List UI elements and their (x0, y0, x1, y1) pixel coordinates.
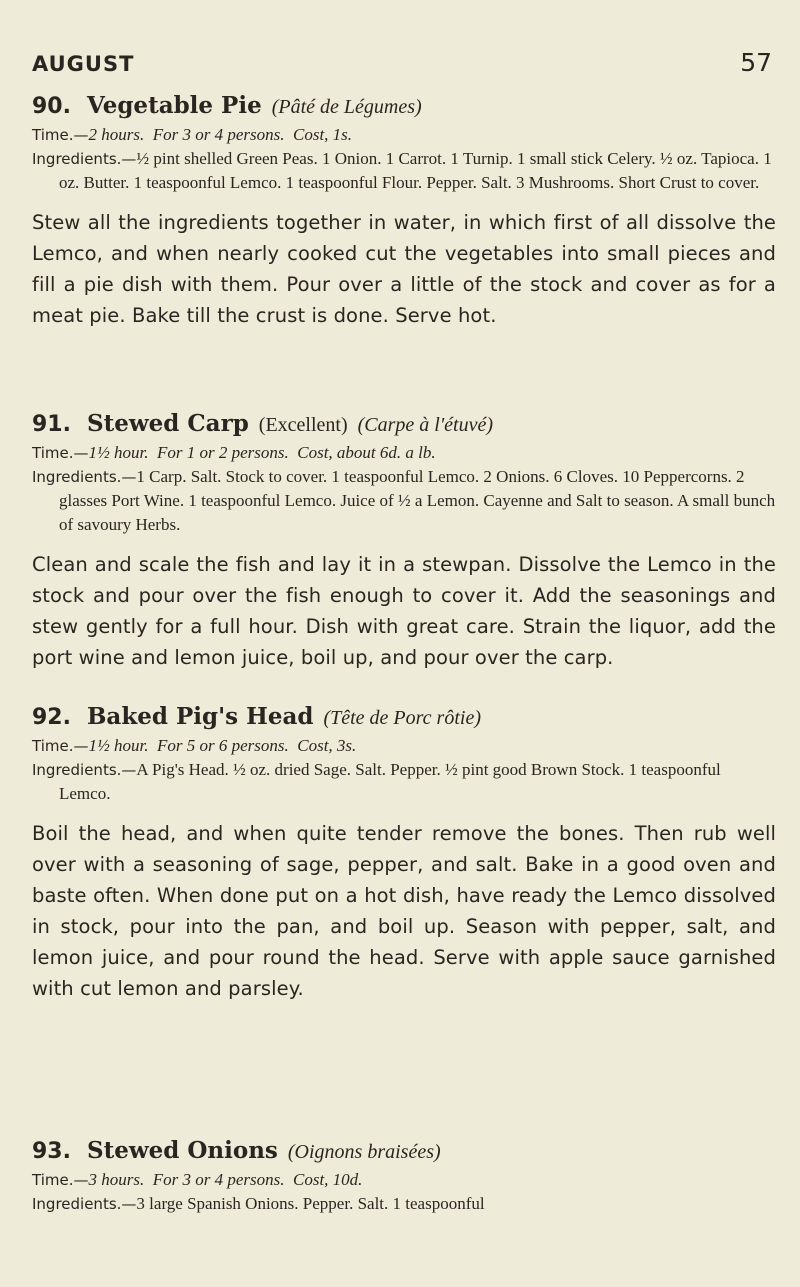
recipe-heading (32, 92, 776, 119)
recipe-ingredients (32, 147, 776, 195)
recipe-time-line (32, 1168, 776, 1192)
serves-value: For 1 or 2 persons. (156, 443, 289, 462)
cost-value: 10d. (332, 1170, 363, 1189)
cost-value: 3s. (336, 736, 357, 755)
ingredients-text: ½ pint shelled Green Peas. 1 Onion. 1 Carrot. 1 Turnip. 1 small stick Celery. ½ oz. Tapioca. 1 oz. Butter. 1 teaspoonful Lemco. 1 teaspoonful Flour. Pepper. Salt. 3 Mushrooms. Short Crust to cover. (59, 149, 772, 192)
time-label: Time.— (32, 444, 89, 462)
recipe-french-title: (Tête de Porc rôtie) (323, 707, 481, 729)
recipe-title: Baked Pig's Head (86, 703, 314, 730)
recipe-ingredients (32, 758, 776, 806)
recipe-time-line (32, 123, 776, 147)
time-value: 1½ hour. (88, 443, 149, 462)
time-value: 2 hours. (88, 125, 145, 144)
ingredients-text: 1 Carp. Salt. Stock to cover. 1 teaspoonful Lemco. 2 Onions. 6 Cloves. 10 Peppercorns. 2 glasses Port Wine. 1 teaspoonful Lemco. Juice of ½ a Lemon. Cayenne and Salt to season. A small bunch of savoury Herbs. (59, 467, 776, 534)
recipe-title: Vegetable Pie (86, 92, 262, 119)
ingredients-label: Ingredients.— (32, 468, 137, 486)
cost-label: Cost, (292, 125, 329, 144)
recipe-number: 90. (32, 94, 71, 119)
ingredients-label: Ingredients.— (32, 1195, 137, 1213)
recipe-title: Stewed Onions (86, 1137, 278, 1164)
time-value: 3 hours. (88, 1170, 145, 1189)
ingredients-label: Ingredients.— (32, 761, 137, 779)
page-number: 57 (740, 48, 772, 77)
time-label: Time.— (32, 126, 89, 144)
recipe-93 (32, 1137, 776, 1216)
cost-value: 1s. (332, 125, 353, 144)
recipe-number: 93. (32, 1139, 71, 1164)
recipe-french-title: (Oignons braisées) (287, 1141, 441, 1163)
serves-value: For 3 or 4 persons. (152, 1170, 285, 1189)
time-label: Time.— (32, 737, 89, 755)
ingredients-text: 3 large Spanish Onions. Pepper. Salt. 1 teaspoonful (136, 1194, 485, 1213)
recipe-french-title: (Pâté de Légumes) (271, 96, 422, 118)
running-head (32, 48, 772, 77)
recipe-time-line (32, 734, 776, 758)
recipe-note: (Excellent) (258, 414, 348, 436)
recipe-ingredients (32, 1192, 776, 1216)
serves-value: For 3 or 4 persons. (152, 125, 285, 144)
cost-value: about 6d. a lb. (336, 443, 436, 462)
recipe-92 (32, 703, 776, 1004)
cost-label: Cost, (297, 443, 333, 462)
cost-label: Cost, (292, 1170, 329, 1189)
recipe-title: Stewed Carp (86, 410, 249, 437)
recipe-method: Clean and scale the fish and lay it in a stewpan. Dissolve the Lemco in the stock and pour over the fish enough to cover it. Add the seasonings and stew gently for a full hour. Dish with great care. Strain the liquor, add the port wine and lemon juice, boil up, and pour over the carp. (32, 553, 776, 669)
time-label: Time.— (32, 1171, 89, 1189)
recipe-method: Stew all the ingredients together in water, in which first of all dissolve the Lemco, and when nearly cooked cut the vegetables into small pieces and fill a pie dish with them. Pour over a little of the stock and cover as for a meat pie. Bake till the crust is done. Serve hot. (32, 211, 776, 327)
ingredients-label: Ingredients.— (32, 150, 137, 168)
cost-label: Cost, (297, 736, 333, 755)
ingredients-text: A Pig's Head. ½ oz. dried Sage. Salt. Pepper. ½ pint good Brown Stock. 1 teaspoonful Lemco. (59, 760, 721, 803)
recipe-90 (32, 92, 776, 331)
recipe-french-title: (Carpe à l'étuvé) (357, 414, 493, 436)
serves-value: For 5 or 6 persons. (156, 736, 289, 755)
recipe-method: Boil the head, and when quite tender remove the bones. Then rub well over with a seasoning of sage, pepper, and salt. Bake in a good oven and baste often. When done put on a hot dish, have ready the Lemco dissolved in stock, pour into the pan, and boil up. Season with pepper, salt, and lemon juice, and pour round the head. Serve with apple sauce garnished with cut lemon and parsley. (32, 822, 776, 1000)
recipe-91 (32, 410, 776, 673)
recipe-heading (32, 703, 776, 730)
recipe-heading (32, 410, 776, 437)
recipe-time-line (32, 441, 776, 465)
recipe-number: 92. (32, 705, 71, 730)
recipe-ingredients (32, 465, 776, 537)
recipe-heading (32, 1137, 776, 1164)
recipe-number: 91. (32, 412, 71, 437)
month-header: AUGUST (32, 52, 135, 76)
time-value: 1½ hour. (88, 736, 149, 755)
